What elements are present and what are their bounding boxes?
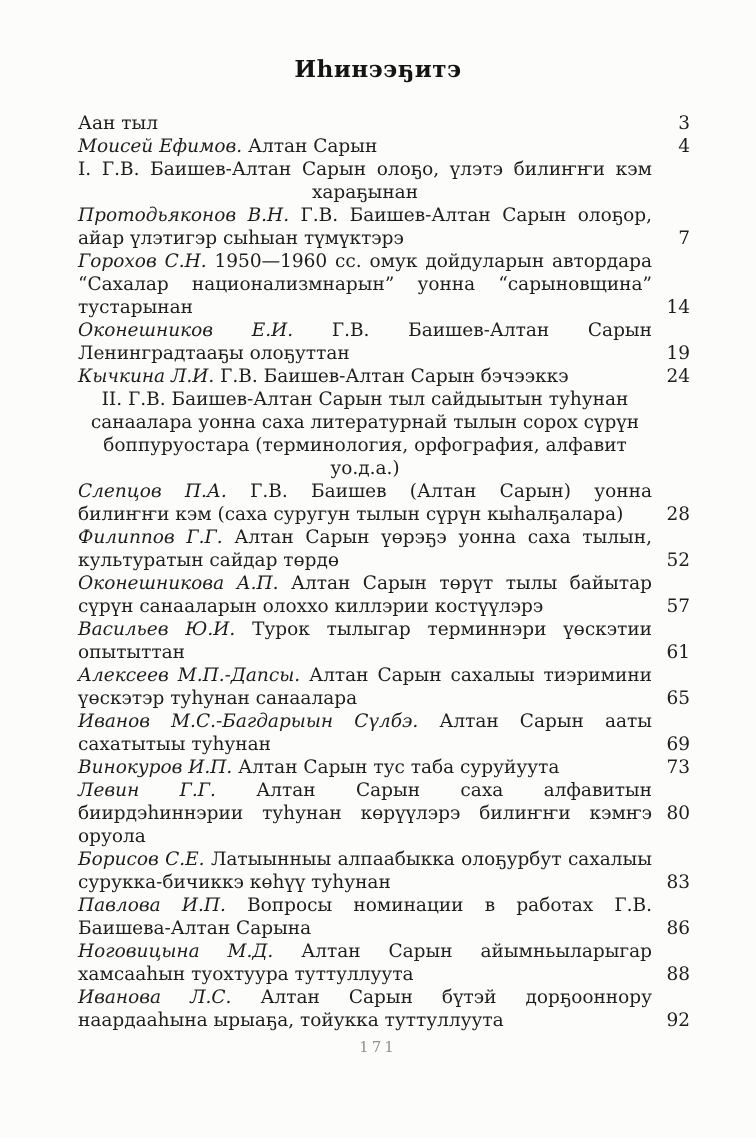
folio-page-number: 171 bbox=[359, 1038, 397, 1056]
toc-page-number: 61 bbox=[666, 642, 690, 663]
toc-entry bbox=[78, 250, 690, 319]
toc-line: айар үлэтигэр сыһыан түмүктэрэ 7 bbox=[78, 228, 690, 249]
toc-author: Филиппов Г.Г. bbox=[78, 527, 223, 548]
toc-author: Борисов С.Е. bbox=[78, 849, 205, 870]
toc-page-number: 88 bbox=[666, 964, 690, 985]
toc-page-number: 80 bbox=[666, 803, 690, 824]
toc-line: Оконешников Е.И. Г.В. Баишев-Алтан Сарын bbox=[78, 320, 652, 341]
toc-line: опытыттан 61 bbox=[78, 642, 690, 663]
toc-line: наардааһына ырыаҕа, тойукка туттуллуута 92 bbox=[78, 1010, 690, 1031]
toc-page-number: 65 bbox=[666, 688, 690, 709]
toc-author: Алексеев М.П.-Дапсы. bbox=[78, 665, 301, 686]
toc-line: Васильев Ю.И. Турок тылыгар терминнэри үөскэтии bbox=[78, 619, 653, 640]
toc-line: Аан тыл 3 bbox=[78, 113, 690, 134]
toc-entry bbox=[78, 135, 690, 158]
toc-line: Филиппов Г.Г. Алтан Сарын үөрэҕэ уонна саха тылын, bbox=[78, 527, 652, 548]
toc-entry bbox=[78, 204, 690, 250]
toc-line: Левин Г.Г. Алтан Сарын саха алфавитын bbox=[78, 780, 652, 801]
toc-line: Ноговицына М.Д. Алтан Сарын айымньыларыгар bbox=[78, 941, 652, 962]
toc-page-number: 86 bbox=[666, 918, 690, 939]
toc-line: Слепцов П.А. Г.В. Баишев (Алтан Сарын) уонна bbox=[78, 481, 652, 502]
toc-line: Кычкина Л.И. Г.В. Баишев-Алтан Сарын бэчээккэ 24 bbox=[78, 366, 690, 387]
toc-author: Оконешников Е.И. bbox=[78, 320, 294, 341]
toc-line: оруола bbox=[78, 826, 146, 847]
toc-entry bbox=[78, 779, 690, 848]
toc-line: культуратын сайдар төрдө 52 bbox=[78, 550, 690, 571]
toc-line: Павлова И.П. Вопросы номинации в работах Г.В. bbox=[78, 895, 652, 916]
toc-entry bbox=[78, 710, 690, 756]
toc-page-number: 83 bbox=[666, 872, 690, 893]
page-title: Иһинээҕитэ bbox=[294, 56, 462, 83]
toc-author: Слепцов П.А. bbox=[78, 481, 227, 502]
toc-line: хараҕынан bbox=[311, 182, 419, 203]
toc-line: Алексеев М.П.-Дапсы. Алтан Сарын сахалыы тиэримини bbox=[78, 665, 653, 686]
toc-line: Баишева-Алтан Сарына 86 bbox=[78, 918, 690, 939]
toc-page-number: 57 bbox=[666, 596, 690, 617]
toc-line: санаалара уонна саха литературнай тылын сорох сүрүн bbox=[90, 412, 640, 433]
toc-page-number: 19 bbox=[666, 343, 690, 364]
toc-line: Протодьяконов В.Н. Г.В. Баишев-Алтан Сарын олоҕор, bbox=[78, 205, 652, 226]
toc-line: боппуруостара (терминология, орфография, алфавит bbox=[103, 435, 627, 456]
toc-line: хамсааһын туохтуура туттуллуута 88 bbox=[78, 964, 690, 985]
toc-line: Оконешникова А.П. Алтан Сарын төрүт тылы байытар bbox=[78, 573, 652, 594]
toc-line: Иванов М.С.-Багдарыын Сүлбэ. Алтан Сарын ааты bbox=[78, 711, 652, 732]
toc-entry bbox=[78, 572, 690, 618]
toc-entry bbox=[78, 112, 690, 135]
toc-line: “Сахалар национализмнарын” уонна “сарыновщина” bbox=[78, 274, 652, 295]
toc-line: биирдэһиннэрии туһунан көрүүлэрэ билиҥҥи кэмҥэ 80 bbox=[78, 803, 690, 824]
toc-page-number: 52 bbox=[666, 550, 690, 571]
toc-entry bbox=[78, 756, 690, 779]
toc-line: сурукка-бичиккэ көһүү туһунан 83 bbox=[78, 872, 690, 893]
toc-entry bbox=[78, 319, 690, 365]
toc-entry bbox=[78, 664, 690, 710]
toc-line: I. Г.В. Баишев-Алтан Сарын олоҕо, үлэтэ билиҥҥи кэм bbox=[78, 159, 652, 180]
toc-entry bbox=[78, 986, 690, 1032]
toc-page-number: 69 bbox=[666, 734, 690, 755]
toc-author: Горохов С.Н. bbox=[78, 251, 207, 272]
toc-author: Ноговицына М.Д. bbox=[78, 941, 274, 962]
toc-line: Иванова Л.С. Алтан Сарын бүтэй дорҕооннору bbox=[78, 987, 652, 1008]
toc-line: уо.д.а.) bbox=[330, 458, 400, 479]
toc-page-number: 4 bbox=[678, 136, 690, 157]
toc-page-number: 3 bbox=[678, 113, 690, 134]
toc-page-number: 92 bbox=[666, 1010, 690, 1031]
toc-line: сүрүн санааларын олоххо киллэрии костүүлэрэ 57 bbox=[78, 596, 690, 617]
toc-page-number: 7 bbox=[678, 228, 690, 249]
toc-page-number: 28 bbox=[666, 504, 690, 525]
toc-entry bbox=[78, 894, 690, 940]
toc-page-number: 24 bbox=[666, 366, 690, 387]
toc-author: Оконешникова А.П. bbox=[78, 573, 279, 594]
toc-author: Иванов М.С.-Багдарыын Сүлбэ. bbox=[78, 711, 419, 732]
toc-author: Кычкина Л.И. bbox=[78, 366, 215, 387]
toc-line: Моисей Ефимов. Алтан Сарын 4 bbox=[78, 136, 690, 157]
toc-entry bbox=[78, 365, 690, 388]
toc-page-number: 14 bbox=[666, 297, 690, 318]
toc-line: Винокуров И.П. Алтан Сарын тус таба суруйуута 73 bbox=[78, 757, 690, 778]
toc-author: Протодьяконов В.Н. bbox=[78, 205, 290, 226]
toc-author: Винокуров И.П. bbox=[78, 757, 233, 778]
toc-line: Борисов С.Е. Латыынныы алпаабыкка олоҕурбут сахалыы bbox=[78, 849, 652, 870]
toc-line: билиҥҥи кэм (саха суругун тылын сүрүн кыһалҕалара) 28 bbox=[78, 504, 690, 525]
toc-line: Горохов С.Н. 1950—1960 сс. омук дойдуларын автордара bbox=[78, 251, 652, 272]
toc-entry bbox=[78, 940, 690, 986]
toc-entry bbox=[78, 158, 652, 204]
toc-entry bbox=[78, 526, 690, 572]
toc-line: сахатытыы туһунан 69 bbox=[78, 734, 690, 755]
toc-line: үөскэтэр туһунан санаалара 65 bbox=[78, 688, 690, 709]
toc-page-number: 73 bbox=[666, 757, 690, 778]
toc-entry bbox=[78, 618, 690, 664]
toc-author: Иванова Л.С. bbox=[78, 987, 232, 1008]
toc-line: Ленинградтааҕы олоҕуттан 19 bbox=[78, 343, 690, 364]
toc-author: Васильев Ю.И. bbox=[78, 619, 236, 640]
toc-author: Моисей Ефимов. bbox=[78, 136, 243, 157]
toc-list bbox=[78, 112, 690, 1032]
toc-line: II. Г.В. Баишев-Алтан Сарын тыл сайдыытын туһунан bbox=[101, 389, 629, 410]
toc-entry bbox=[78, 848, 690, 894]
toc-author: Левин Г.Г. bbox=[78, 780, 216, 801]
toc-entry bbox=[78, 388, 652, 480]
toc-author: Павлова И.П. bbox=[78, 895, 226, 916]
toc-entry bbox=[78, 480, 690, 526]
toc-line: тустарынан 14 bbox=[78, 297, 690, 318]
